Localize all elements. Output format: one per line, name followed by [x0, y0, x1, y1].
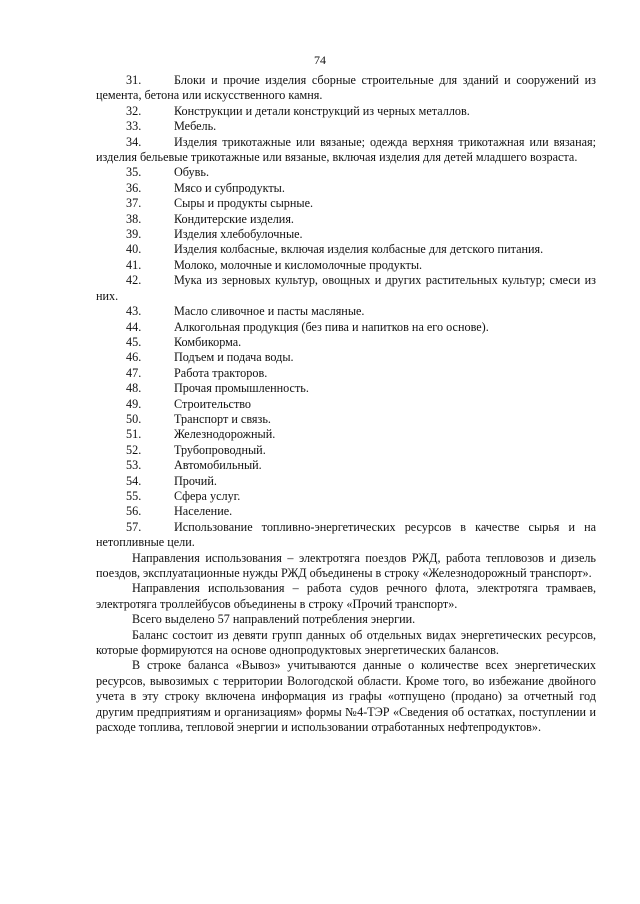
list-item [96, 135, 596, 166]
list-item-text: Строительство [174, 396, 252, 411]
list-item [96, 427, 596, 442]
list-item-text: Молоко, молочные и кисломолочные продукты. [174, 257, 423, 272]
list-item [96, 165, 596, 180]
list-item [96, 397, 596, 412]
list-item [96, 196, 596, 211]
paragraph: Баланс состоит из девяти групп данных об отдельных видах энергетических ресурсов, которые формируются на основе однопродуктовых энергетических балансов. [96, 627, 596, 658]
list-item-number: 56. [126, 504, 142, 519]
list-item [96, 489, 596, 504]
list-item-number: 31. [126, 73, 142, 87]
list-item [96, 458, 596, 473]
list-item-number: 55. [126, 488, 142, 503]
list-item [96, 258, 596, 273]
list-item-number: 54. [126, 473, 142, 488]
list-item-number: 32. [126, 103, 142, 118]
list-item [96, 335, 596, 350]
list-item [96, 119, 596, 134]
list-item-text: Конструкции и детали конструкций из черных металлов. [174, 103, 470, 118]
list-item-text: Сфера услуг. [174, 488, 241, 503]
list-item-text: Мука из зерновых культур, овощных и других растительных культур; смеси из них. [96, 273, 596, 303]
list-item [96, 412, 596, 427]
list-item-number: 37. [126, 196, 142, 211]
paragraph: В строке баланса «Вывоз» учитываются данные о количестве всех энергетических ресурсов, вывозимых с территории Вологодской области. Кроме того, во избежание двойного учета в эту строку включена информация из графы «отпущено (продано) за отчетный год другим предприятиям и организациям» формы №4-ТЭР «Сведения об остатках, поступлении и расходе топлива, тепловой энергии и использовании отработанных нефтепродуктов». [96, 658, 596, 735]
list-item [96, 73, 596, 104]
list-item-number: 45. [126, 334, 142, 349]
list-item [96, 273, 596, 304]
list-item [96, 443, 596, 458]
list-item-text: Население. [174, 504, 233, 519]
list-item [96, 504, 596, 519]
list-item-text: Комбикорма. [174, 334, 242, 349]
list-item-text: Изделия трикотажные или вязаные; одежда верхняя трикотажная или вязаная; изделия бельевые трикотажные или вязаные, включая изделия для детей младшего возраста. [96, 134, 596, 165]
list-item-number: 53. [126, 458, 142, 473]
list-item-number: 39. [126, 227, 142, 242]
list-item-number: 57. [126, 519, 142, 534]
list-item-number: 44. [126, 319, 142, 334]
list-item [96, 381, 596, 396]
list-item [96, 181, 596, 196]
paragraph: Направления использования – работа судов речного флота, электротяга трамваев, электротяга троллейбусов объединены в строку «Прочий транспорт». [96, 581, 596, 611]
list-item-number: 36. [126, 180, 142, 195]
paragraph: Направления использования – электротяга поездов РЖД, работа тепловозов и дизель поездов, эксплуатационные нужды РЖД объединены в строку «Железнодорожный транспорт». [96, 550, 596, 580]
list-item-number: 46. [126, 350, 142, 365]
list-item-text: Масло сливочное и пасты масляные. [174, 304, 365, 319]
list-item-number: 41. [126, 257, 142, 272]
list-item-text: Изделия колбасные, включая изделия колбасные для детского питания. [174, 242, 544, 257]
list-item [96, 320, 596, 335]
list-item [96, 227, 596, 242]
list-item-number: 47. [126, 365, 142, 380]
list-item [96, 304, 596, 319]
list-item-text: Трубопроводный. [174, 442, 266, 457]
list-item-text: Мясо и субпродукты. [174, 180, 285, 195]
list-item-text: Железнодорожный. [174, 427, 276, 442]
list-item [96, 366, 596, 381]
list-item-text: Обувь. [174, 165, 209, 180]
numbered-list [96, 73, 596, 551]
document-body [96, 73, 596, 735]
list-item-number: 34. [126, 134, 142, 149]
list-item-text: Работа тракторов. [174, 365, 268, 380]
list-item [96, 212, 596, 227]
list-item [96, 242, 596, 257]
list-item-text: Прочий. [174, 473, 217, 488]
list-item-text: Сыры и продукты сырные. [174, 196, 314, 211]
list-item-number: 48. [126, 381, 142, 396]
list-item-text: Транспорт и связь. [174, 411, 271, 426]
list-item [96, 474, 596, 489]
list-item-text: Мебель. [174, 119, 217, 134]
list-item [96, 520, 596, 551]
list-item-text: Использование топливно-энергетических ресурсов в качестве сырья и на нетопливные цели. [96, 519, 596, 550]
list-item-number: 52. [126, 442, 142, 457]
list-item [96, 350, 596, 365]
list-item-number: 35. [126, 165, 142, 180]
list-item-number: 50. [126, 411, 142, 426]
list-item-text: Алкогольная продукция (без пива и напитков на его основе). [174, 319, 489, 334]
list-item-text: Блоки и прочие изделия сборные строительные для зданий и сооружений из цемента, бетона или искусственного камня. [96, 73, 596, 103]
page-number: 74 [314, 53, 326, 67]
list-item-number: 33. [126, 119, 142, 134]
list-item-number: 49. [126, 396, 142, 411]
body-paragraphs [96, 551, 596, 736]
list-item-text: Кондитерские изделия. [174, 211, 294, 226]
list-item-text: Изделия хлебобулочные. [174, 227, 303, 242]
list-item-number: 51. [126, 427, 142, 442]
list-item-text: Прочая промышленность. [174, 381, 309, 396]
list-item-number: 40. [126, 242, 142, 257]
list-item-text: Подъем и подача воды. [174, 350, 294, 365]
paragraph: Всего выделено 57 направлений потребления энергии. [132, 612, 416, 627]
list-item-number: 43. [126, 304, 142, 319]
list-item-number: 38. [126, 211, 142, 226]
list-item-number: 42. [126, 273, 142, 288]
list-item [96, 104, 596, 119]
list-item-text: Автомобильный. [174, 458, 262, 473]
